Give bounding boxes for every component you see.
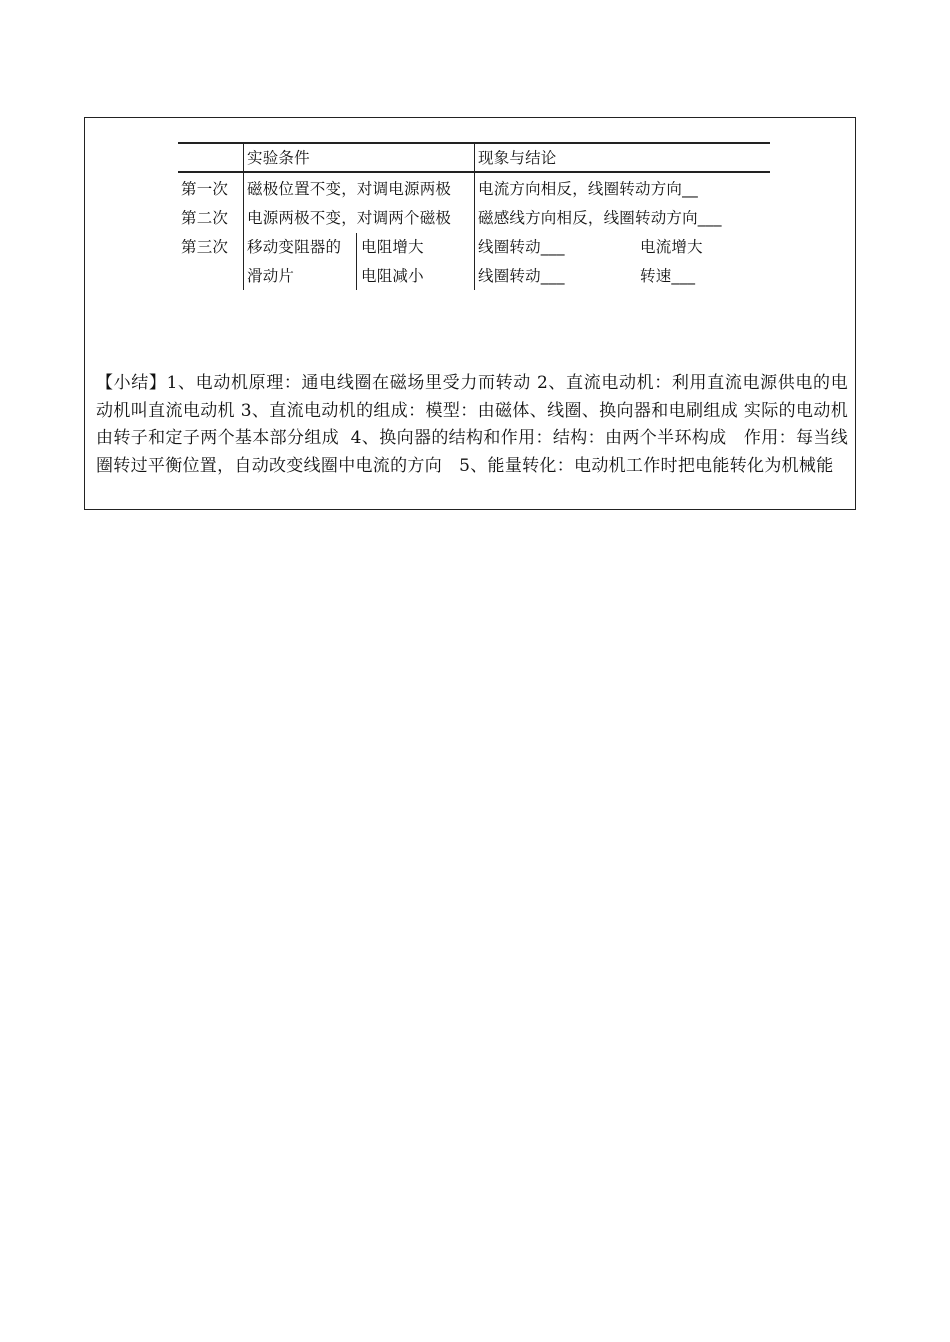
row-condition-a1: 移动变阻器的 bbox=[247, 238, 342, 256]
row-label: 第三次 bbox=[181, 238, 229, 256]
experiment-table bbox=[178, 142, 770, 290]
row-label: 第二次 bbox=[181, 209, 229, 227]
row-condition-b1: 电阻增大 bbox=[361, 238, 424, 256]
row-condition: 磁极位置不变，对调电源两极 bbox=[247, 180, 452, 198]
summary-paragraph: 【小结】1、电动机原理：通电线圈在磁场里受力而转动 2、直流电动机：利用直流电源供电的电动机叫直流电动机 3、直流电动机的组成：模型：由磁体、线圈、换向器和电刷组成 实际的电动机由转子和定子两个基本部分组成 4、换向器的结构和作用：结构：由两个半环构成 作用：每当线圈转过平衡位置，自动改变线圈中电流的方向 5、能量转化：电动机工作时把电能转化为机械能 bbox=[96, 373, 848, 476]
row-result-1b: 电流增大 bbox=[640, 238, 703, 256]
row-condition: 电源两极不变，对调两个磁极 bbox=[247, 209, 452, 227]
row-condition-b2: 电阻减小 bbox=[361, 267, 424, 285]
row-result-2a: 线圈转动___ bbox=[478, 267, 565, 285]
row-label: 第一次 bbox=[181, 180, 229, 198]
header-conditions: 实验条件 bbox=[247, 149, 310, 167]
row-result: 磁感线方向相反，线圈转动方向___ bbox=[478, 209, 722, 227]
header-phenomena: 现象与结论 bbox=[478, 149, 557, 167]
row-result: 电流方向相反，线圈转动方向__ bbox=[478, 180, 699, 198]
table-subcol-divider bbox=[356, 233, 357, 290]
row-result-2b: 转速___ bbox=[640, 267, 696, 285]
row-condition-a2: 滑动片 bbox=[247, 267, 295, 285]
row-result-1a: 线圈转动___ bbox=[478, 238, 565, 256]
table-col-divider-2 bbox=[474, 142, 475, 290]
table-col-divider-1 bbox=[243, 142, 244, 290]
